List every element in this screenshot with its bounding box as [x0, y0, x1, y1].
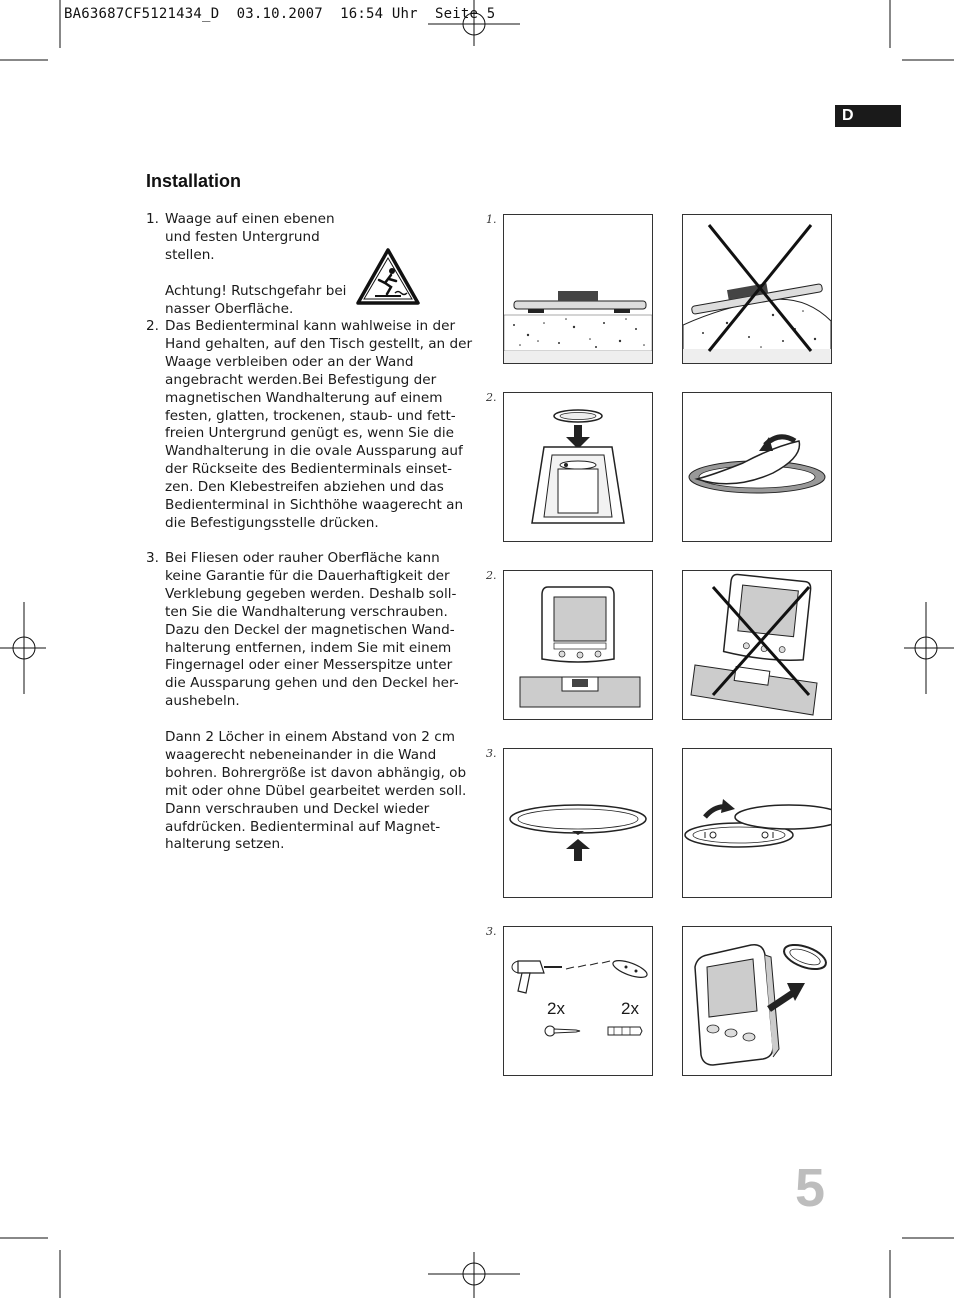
- figure-terminal-tilted-crossed: [682, 570, 832, 720]
- figure-scale-on-flat-floor: [503, 214, 653, 364]
- step-number: 1.: [146, 211, 159, 227]
- dowel-quantity: 2x: [621, 999, 639, 1018]
- step-2: [146, 318, 476, 533]
- section-title: Installation: [146, 171, 242, 191]
- figure-label: 3.: [486, 925, 497, 938]
- slippery-floor-warning-icon: [355, 247, 421, 307]
- print-job-line: BA63687CF5121434_D 03.10.2007 16:54 Uhr Seite 5: [64, 6, 496, 22]
- step-paragraph: Bei Fliesen oder rauher Oberfläche kann keine Garantie für die Dauerhaftigkeit der Verklebung gegeben werden. Deshalb soll-ten Sie die Wandhalterung verschrauben. Dazu den Deckel der magnetischen Wand-halterung entfernen, indem Sie mit einem Fingernagel oder einer Messerspitze unter die Aussparung gehen und den Deckel her-aushebeln.: [165, 550, 459, 710]
- figure-attach-terminal-to-holder: [682, 926, 832, 1076]
- figure-holder-from-below: [503, 748, 653, 898]
- figure-peel-adhesive-strip: [682, 392, 832, 542]
- figure-label: 1.: [486, 213, 497, 226]
- figure-terminal-on-wall-level: [503, 570, 653, 720]
- warning-text: Achtung! Rutschgefahr bei nasser Oberfläche.: [165, 282, 347, 317]
- screw-quantity: 2x: [547, 999, 565, 1018]
- step-3: [146, 550, 476, 854]
- figure-label: 2.: [486, 391, 497, 404]
- figure-scale-on-uneven-floor-crossed: [682, 214, 832, 364]
- figure-label: 2.: [486, 569, 497, 582]
- step-1: [146, 211, 361, 318]
- step-number: 2.: [146, 318, 159, 334]
- page-number: 5: [795, 1158, 826, 1218]
- step-paragraph: Dann 2 Löcher in einem Abstand von 2 cm waagerecht nebeneinander in die Wand bohren. Bohrergröße ist davon abhängig, ob mit oder ohne Dübel gearbeitet werden soll. Dann verschrauben und Deckel wieder aufdrücken. Bedienterminal auf Magnet-halterung setzen.: [165, 729, 467, 853]
- language-tab: D: [835, 105, 901, 127]
- figure-label: 3.: [486, 747, 497, 760]
- step-paragraph: Das Bedienterminal kann wahlweise in der Hand gehalten, auf den Tisch gestellt, an der Waage verbleiben oder an der Wand angebracht werden.Bei Befestigung der magnetischen Wandhalterung auf einem festen, glatten, trockenen, staub- und fett-freien Untergrund genügt es, wenn Sie die Wandhalterung in die ovale Aussparung auf der Rückseite des Bedienterminals einset-zen. Den Klebestreifen abziehen und das Bedienterminal in Sichthöhe waagerecht an die Befestigungsstelle drücken.: [165, 318, 473, 531]
- figure-remove-holder-cover: [682, 748, 832, 898]
- step-paragraph: Waage auf einen ebenen und festen Untergrund stellen.: [165, 211, 335, 263]
- step-number: 3.: [146, 550, 159, 566]
- figure-insert-holder-into-terminal: [503, 392, 653, 542]
